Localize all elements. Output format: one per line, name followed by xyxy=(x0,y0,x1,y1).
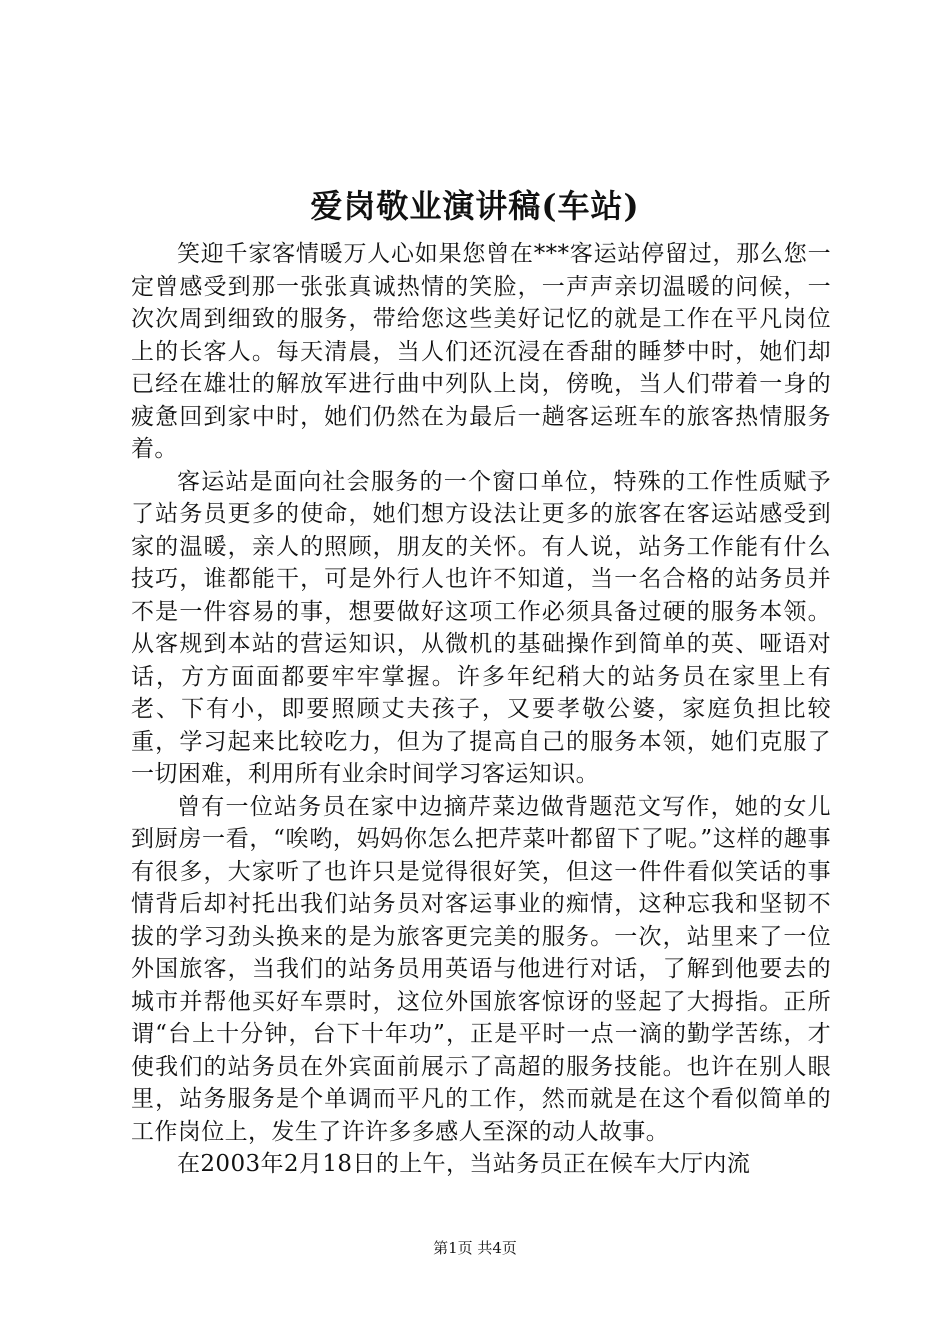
paragraph-1: 笑迎千家客情暖万人心如果您曾在***客运站停留过，那么您一定曾感受到那一张张真诚热情的笑脸，一声声亲切温暖的问候，一次次周到细致的服务，带给您这些美好记忆的就是工作在平凡岗位上的长客人。每天清晨，当人们还沉浸在香甜的睡梦中时，她们却已经在雄壮的解放军进行曲中列队上岗，傍晚，当人们带着一身的疲惫回到家中时，她们仍然在为最后一趟客运班车的旅客热情服务着。 xyxy=(131,241,831,462)
paragraph-2: 客运站是面向社会服务的一个窗口单位，特殊的工作性质赋予了站务员更多的使命，她们想方设法让更多的旅客在客运站感受到家的温暖，亲人的照顾，朋友的关怀。有人说，站务工作能有什么技巧，谁都能干，可是外行人也许不知道，当一名合格的站务员并不是一件容易的事，想要做好这项工作必须具备过硬的服务本领。从客规到本站的营运知识，从微机的基础操作到简单的英、哑语对话，方方面面都要牢牢掌握。许多年纪稍大的站务员在家里上有老、下有小，即要照顾丈夫孩子，又要孝敬公婆，家庭负担比较重，学习起来比较吃力，但为了提高自己的服务本领，她们克服了一切困难，利用所有业余时间学习客运知识。 xyxy=(131,468,831,787)
page-number-footer: 第1页 共4页 xyxy=(433,1239,517,1257)
document-body xyxy=(131,238,831,1181)
document-title: 爱岗敬业演讲稿(车站) xyxy=(310,187,640,225)
paragraph-4: 在2003年2月18日的上午，当站务员正在候车大厅内流 xyxy=(177,1151,751,1177)
paragraph-3: 曾有一位站务员在家中边摘芹菜边做背题范文写作，她的女儿到厨房一看，“唉哟，妈妈你怎么把芹菜叶都留下了呢。”这样的趣事有很多，大家听了也许只是觉得很好笑，但这一件件看似笑话的事情背后却衬托出我们站务员对客运事业的痴情，这种忘我和坚韧不拔的学习劲头换来的是为旅客更完美的服务。一次，站里来了一位外国旅客，当我们的站务员用英语与他进行对话，了解到他要去的城市并帮他买好车票时，这位外国旅客惊讶的竖起了大拇指。正所谓“台上十分钟，台下十年功”，正是平时一点一滴的勤学苦练，才使我们的站务员在外宾面前展示了高超的服务技能。也许在别人眼里，站务服务是个单调而平凡的工作，然而就是在这个看似简单的工作岗位上，发生了许许多多感人至深的动人故事。 xyxy=(131,793,831,1145)
